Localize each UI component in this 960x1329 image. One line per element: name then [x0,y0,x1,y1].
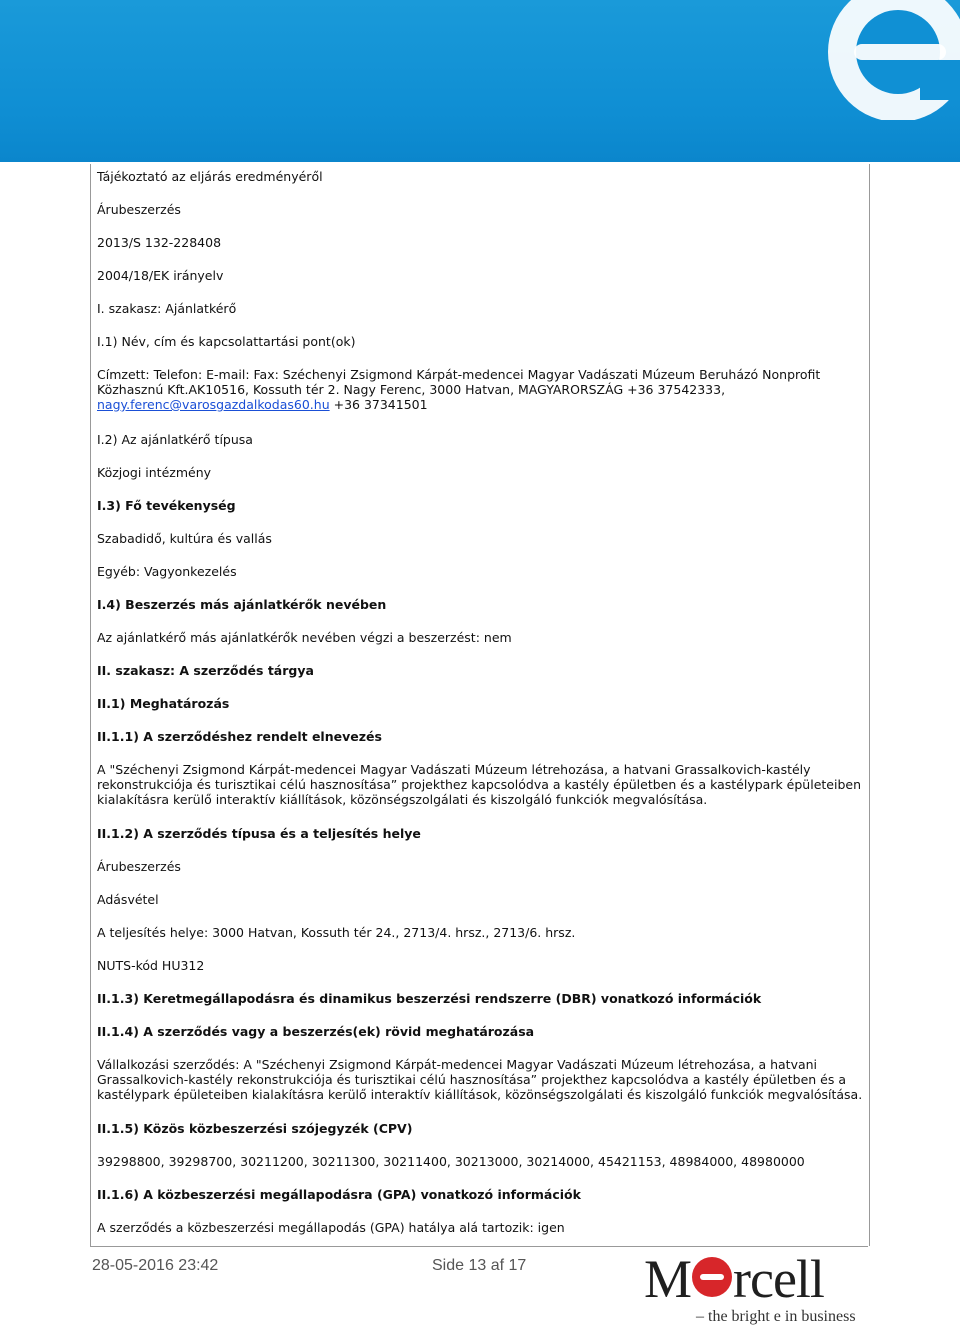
footer-date: 28-05-2016 23:42 [92,1257,219,1274]
footer-page-number: Side 13 af 17 [432,1257,527,1274]
contract-kind: Árubeszerzés [97,859,181,874]
directive: 2004/18/EK irányelv [97,268,224,283]
notice-title: Tájékoztató az eljárás eredményéről [97,169,323,184]
cpv-codes: 39298800, 39298700, 30211200, 30211300, 30211400, 30213000, 30214000, 45421153, 48984000, 48980000 [97,1154,805,1169]
section-1-4-heading: I.4) Beszerzés más ajánlatkérők nevében [97,597,387,612]
mercell-logo [644,1250,864,1328]
contact-fax: +36 37341501 [329,397,428,412]
authority-type: Közjogi intézmény [97,465,212,480]
joint-procurement: Az ajánlatkérő más ajánlatkérők nevében végzi a beszerzést: nem [97,630,512,645]
section-2-heading: II. szakasz: A szerződés tárgya [97,663,314,678]
document-body [90,164,870,1246]
section-1-2-heading: I.2) Az ajánlatkérő típusa [97,432,253,447]
brand-wordmark [644,1250,824,1308]
contract-purchase: Adásvétel [97,892,159,907]
contract-title: A "Széchenyi Zsigmond Kárpát-medencei Magyar Vadászati Múzeum létrehozása, a hatvani Grassalkovich-kastély rekonstrukciója és turisztikai célú hasznosítása” projekthez kapcsolódva a kastély épületben és a kastélypark épületeiben kialakításra kerülő interaktív kiállítások, közönségszolgálati és kiszolgáló funkciók megvalósítása. [97,762,861,807]
brand-letters-rest: rcell [733,1249,824,1309]
notice-reference: 2013/S 132-228408 [97,235,222,250]
section-2-1-6-heading: II.1.6) A közbeszerzési megállapodásra (GPA) vonatkozó információk [97,1187,581,1202]
nuts-code: NUTS-kód HU312 [97,958,205,973]
footer-divider [90,1246,868,1247]
gpa-statement: A szerződés a közbeszerzési megállapodás (GPA) hatálya alá tartozik: igen [97,1220,565,1235]
brand-tagline: – the bright e in business [696,1308,856,1325]
section-2-1-4-heading: II.1.4) A szerződés vagy a beszerzés(ek) rövid meghatározása [97,1024,535,1039]
brand-e-logo-icon [820,0,960,120]
section-2-1-heading: II.1) Meghatározás [97,696,230,711]
brand-letter-m: M [644,1249,692,1309]
section-2-1-2-heading: II.1.2) A szerződés típusa és a teljesítés helye [97,826,421,841]
header-banner [0,0,960,162]
section-1-3-heading: I.3) Fő tevékenység [97,498,236,513]
contract-type: Árubeszerzés [97,202,181,217]
main-activity-1: Szabadidő, kultúra és vallás [97,531,272,546]
section-2-1-5-heading: II.1.5) Közös közbeszerzési szójegyzék (CPV) [97,1121,413,1136]
contact-paragraph [97,367,863,412]
contact-email-link[interactable]: nagy.ferenc@varosgazdalkodas60.hu [97,397,330,412]
brand-red-e-icon [692,1257,732,1297]
main-activity-2: Egyéb: Vagyonkezelés [97,564,237,579]
section-1-heading: I. szakasz: Ajánlatkérő [97,301,237,316]
contact-text: Címzett: Telefon: E-mail: Fax: Széchenyi Zsigmond Kárpát-medencei Magyar Vadászati Múzeum Beruházó Nonprofit Közhasznú Kft.AK10516, Kossuth tér 2. Nagy Ferenc, 3000 Hatvan, MAGYARORSZÁG +36 37542333, [97,367,821,397]
performance-location: A teljesítés helye: 3000 Hatvan, Kossuth tér 24., 2713/4. hrsz., 2713/6. hrsz. [97,925,576,940]
section-1-1-heading: I.1) Név, cím és kapcsolattartási pont(ok) [97,334,356,349]
section-2-1-1-heading: II.1.1) A szerződéshez rendelt elnevezés [97,729,382,744]
short-description: Vállalkozási szerződés: A "Széchenyi Zsigmond Kárpát-medencei Magyar Vadászati Múzeum létrehozása, a hatvani Grassalkovich-kastély rekonstrukciója és turisztikai célú hasznosítása” projekthez kapcsolódva a kastély épületben és a kastélypark épületeiben kialakításra kerülő interaktív kiállítások, közönségszolgálati és kiszolgáló funkciók megvalósítása. [97,1057,863,1102]
section-2-1-3-heading: II.1.3) Keretmegállapodásra és dinamikus beszerzési rendszerre (DBR) vonatkozó információk [97,991,762,1006]
